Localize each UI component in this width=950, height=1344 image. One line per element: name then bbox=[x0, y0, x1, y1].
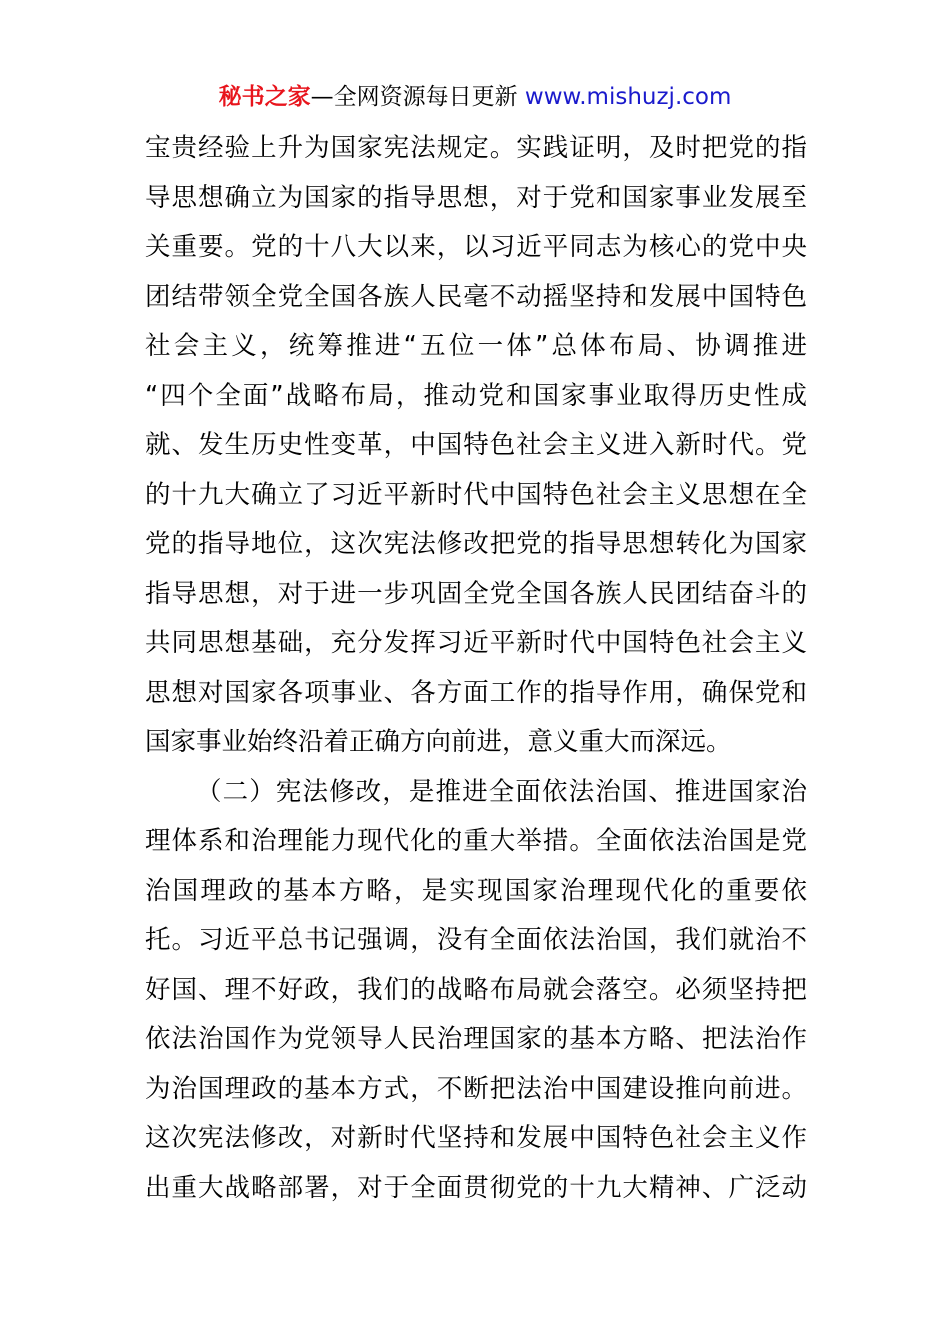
text-line: 的十九大确立了习近平新时代中国特色社会主义思想在全 bbox=[145, 479, 807, 510]
text-line: 依法治国作为党领导人民治理国家的基本方略、把法治作 bbox=[145, 1024, 807, 1054]
document-body bbox=[145, 124, 807, 1213]
text-line: 就、发生历史性变革，中国特色社会主义进入新时代。党 bbox=[145, 430, 807, 460]
text-line: 治国理政的基本方略，是实现国家治理现代化的重要依 bbox=[145, 875, 807, 906]
text-line: 党的指导地位，这次宪法修改把党的指导思想转化为国家 bbox=[145, 529, 807, 559]
text-line: 团结带领全党全国各族人民毫不动摇坚持和发展中国特色 bbox=[145, 281, 807, 312]
text-line: 好国、理不好政，我们的战略布局就会落空。必须坚持把 bbox=[145, 974, 807, 1005]
text-line: 宝贵经验上升为国家宪法规定。实践证明，及时把党的指 bbox=[145, 133, 807, 163]
text-line: “四个全面”战略布局，推动党和国家事业取得历史性成 bbox=[145, 380, 807, 411]
site-tagline: —全网资源每日更新 bbox=[310, 84, 525, 110]
paragraph-start-line: （二）宪法修改，是推进全面依法治国、推进国家治 bbox=[196, 776, 807, 807]
paragraph-end-line: 国家事业始终沿着正确方向前进，意义重大而深远。 bbox=[145, 727, 732, 757]
text-line: 思想对国家各项事业、各方面工作的指导作用，确保党和 bbox=[145, 677, 807, 708]
text-line: 出重大战略部署，对于全面贯彻党的十九大精神、广泛动 bbox=[145, 1172, 807, 1203]
text-line: 社会主义，统筹推进“五位一体”总体布局、协调推进 bbox=[145, 331, 807, 361]
site-url-link[interactable]: www.mishuzj.com bbox=[524, 84, 732, 110]
text-line: 为治国理政的基本方式，不断把法治中国建设推向前进。 bbox=[145, 1073, 807, 1104]
text-line: 托。习近平总书记强调，没有全面依法治国，我们就治不 bbox=[145, 925, 807, 955]
site-header bbox=[0, 82, 950, 112]
text-line: 这次宪法修改，对新时代坚持和发展中国特色社会主义作 bbox=[145, 1123, 807, 1153]
text-line: 理体系和治理能力现代化的重大举措。全面依法治国是党 bbox=[145, 826, 807, 856]
site-brand: 秘书之家 bbox=[218, 84, 311, 110]
text-line: 关重要。党的十八大以来，以习近平同志为核心的党中央 bbox=[145, 232, 807, 262]
text-line: 指导思想，对于进一步巩固全党全国各族人民团结奋斗的 bbox=[145, 578, 807, 609]
text-line: 导思想确立为国家的指导思想，对于党和国家事业发展至 bbox=[145, 182, 807, 213]
text-line: 共同思想基础，充分发挥习近平新时代中国特色社会主义 bbox=[145, 628, 807, 658]
